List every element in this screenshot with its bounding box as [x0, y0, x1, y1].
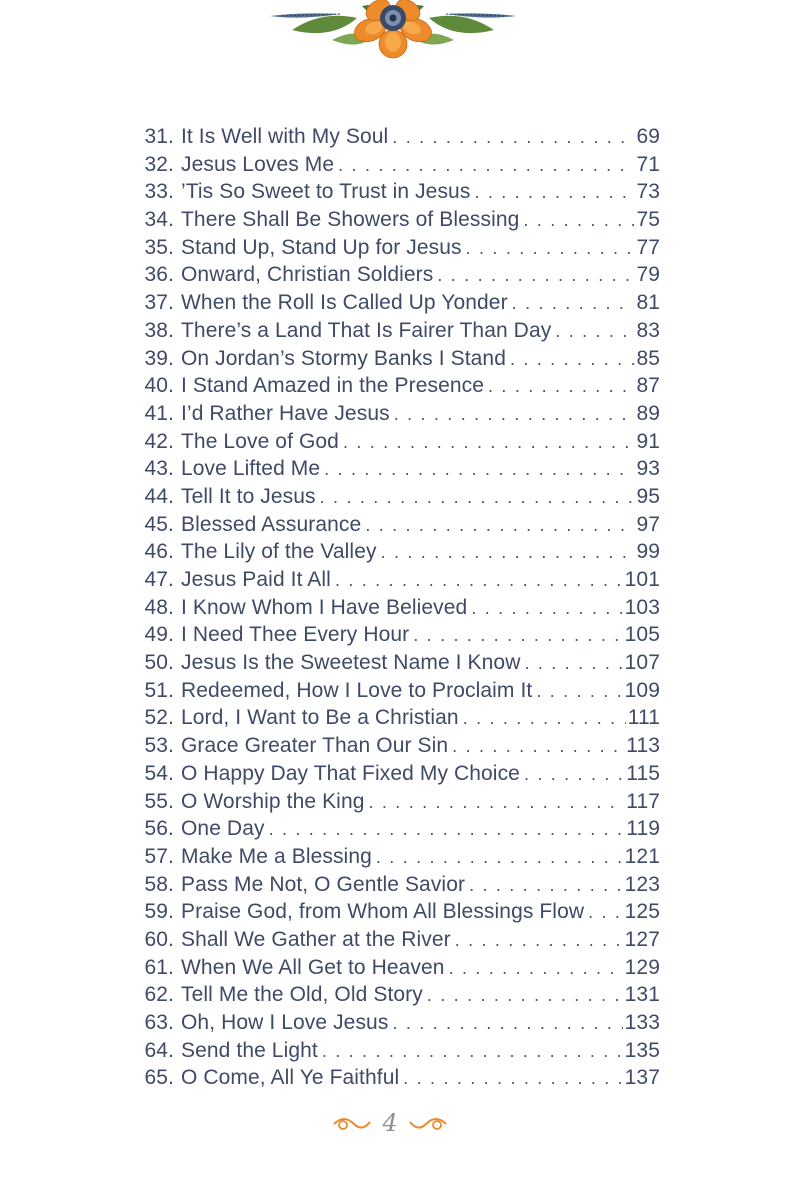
entry-title: Shall We Gather at the River	[181, 927, 451, 951]
entry-title: O Come, All Ye Faithful	[181, 1066, 400, 1090]
entry-page-number: 111	[627, 706, 660, 730]
entry-number: 47.	[144, 568, 174, 591]
entry-number: 33.	[144, 180, 174, 204]
entry-number: 34.	[144, 208, 174, 232]
toc-entry[interactable]	[130, 1011, 660, 1039]
entry-page-number: 79	[636, 263, 660, 287]
entry-title: The Love of God	[181, 429, 339, 453]
entry-title: Pass Me Not, O Gentle Savior	[181, 872, 466, 896]
entry-number: 57.	[144, 844, 174, 868]
dot-leader	[343, 432, 635, 453]
dot-leader	[338, 155, 634, 176]
toc-entry[interactable]	[130, 374, 660, 402]
entry-number: 36.	[144, 263, 174, 287]
dot-leader	[413, 625, 622, 646]
entry-title: ’Tis So Sweet to Trust in Jesus	[181, 180, 471, 204]
toc-entry[interactable]	[130, 236, 660, 264]
toc-entry[interactable]	[130, 983, 660, 1011]
entry-title: Praise God, from Whom All Blessings Flow	[181, 900, 585, 924]
toc-entry[interactable]	[130, 706, 660, 734]
entry-number: 54.	[144, 761, 174, 785]
toc-entry[interactable]	[130, 153, 660, 181]
toc-entry[interactable]	[130, 900, 660, 928]
dot-leader	[536, 681, 622, 702]
toc-entry[interactable]	[130, 291, 660, 319]
entry-title: O Worship the King	[181, 789, 365, 813]
toc-entry[interactable]	[130, 928, 660, 956]
dot-leader	[403, 1068, 622, 1089]
entry-title: It Is Well with My Soul	[181, 125, 389, 148]
toc-entry[interactable]	[130, 651, 660, 679]
entry-number: 38.	[144, 318, 174, 342]
entry-page-number: 119	[626, 817, 660, 841]
toc-entry[interactable]	[130, 540, 660, 568]
right-swirl-icon	[408, 1110, 448, 1140]
entry-page-number: 107	[624, 651, 660, 675]
entry-page-number: 91	[636, 429, 660, 453]
entry-title: I Stand Amazed in the Presence	[181, 374, 485, 398]
dot-leader	[322, 1041, 623, 1062]
toc-entry[interactable]	[130, 180, 660, 208]
entry-number: 41.	[144, 401, 174, 425]
toc-entry[interactable]	[130, 347, 660, 375]
entry-page-number: 85	[636, 346, 660, 370]
dot-leader	[488, 376, 634, 397]
dot-leader	[512, 293, 635, 314]
toc-entry[interactable]	[130, 430, 660, 458]
entry-page-number: 121	[624, 844, 660, 868]
entry-number: 61.	[144, 955, 174, 979]
entry-number: 43.	[144, 457, 174, 481]
entry-number: 37.	[144, 291, 174, 315]
dot-leader	[523, 210, 634, 231]
entry-number: 46.	[144, 540, 174, 564]
entry-number: 53.	[144, 734, 174, 758]
entry-title: There Shall Be Showers of Blessing	[181, 208, 520, 232]
entry-title: When We All Get to Heaven	[181, 955, 445, 979]
entry-number: 58.	[144, 872, 174, 896]
entry-title: I Need Thee Every Hour	[181, 623, 410, 647]
entry-page-number: 99	[636, 540, 660, 564]
dot-leader	[320, 487, 635, 508]
dot-leader	[455, 930, 623, 951]
entry-title: Redeemed, How I Love to Proclaim It	[181, 678, 533, 702]
entry-page-number: 123	[624, 872, 660, 896]
toc-entry[interactable]	[130, 873, 660, 901]
entry-number: 65.	[144, 1066, 174, 1090]
entry-title: I’d Rather Have Jesus	[181, 401, 390, 425]
toc-entry[interactable]	[130, 734, 660, 762]
entry-page-number: 115	[626, 761, 660, 785]
dot-leader	[376, 847, 623, 868]
entry-page-number: 75	[636, 208, 660, 232]
dot-leader	[335, 570, 623, 591]
entry-page-number: 93	[636, 457, 660, 481]
dot-leader	[524, 764, 624, 785]
entry-page-number: 113	[626, 734, 660, 758]
entry-number: 51.	[144, 678, 174, 702]
entry-number: 59.	[144, 900, 174, 924]
entry-page-number: 95	[636, 484, 660, 508]
entry-page-number: 117	[626, 789, 660, 813]
entry-number: 39.	[144, 346, 174, 370]
dot-leader	[463, 708, 626, 729]
entry-page-number: 137	[624, 1066, 660, 1090]
entry-title: Blessed Assurance	[181, 512, 362, 536]
entry-number: 60.	[144, 927, 174, 951]
entry-title: Jesus Paid It All	[181, 568, 331, 591]
entry-page-number: 125	[624, 900, 660, 924]
toc-entry[interactable]	[130, 125, 660, 153]
entry-title: O Happy Day That Fixed My Choice	[181, 761, 520, 785]
toc-entry[interactable]	[130, 1039, 660, 1067]
entry-page-number: 129	[624, 955, 660, 979]
entry-page-number: 131	[624, 983, 660, 1007]
entry-title: Lord, I Want to Be a Christian	[181, 706, 459, 730]
entry-title: Love Lifted Me	[181, 457, 321, 481]
entry-page-number: 81	[636, 291, 660, 315]
entry-page-number: 101	[624, 568, 660, 591]
toc-entry[interactable]	[130, 513, 660, 541]
entry-page-number: 103	[624, 595, 660, 619]
toc-entry[interactable]	[130, 762, 660, 790]
dot-leader	[469, 875, 623, 896]
toc-entry[interactable]	[130, 457, 660, 485]
entry-page-number: 73	[636, 180, 660, 204]
toc-entry[interactable]	[130, 790, 660, 818]
entry-title: On Jordan’s Stormy Banks I Stand	[181, 346, 506, 370]
entry-title: Oh, How I Love Jesus	[181, 1011, 389, 1034]
entry-page-number: 109	[624, 678, 660, 702]
dot-leader	[392, 127, 634, 148]
entry-title: Make Me a Blessing	[181, 844, 372, 868]
entry-number: 31.	[144, 125, 174, 148]
dot-leader	[437, 265, 634, 286]
entry-title: I Know Whom I Have Believed	[181, 595, 468, 619]
dot-leader	[449, 958, 623, 979]
dot-leader	[427, 985, 623, 1006]
entry-page-number: 69	[636, 125, 660, 148]
toc-entry[interactable]	[130, 208, 660, 236]
dot-leader	[269, 819, 625, 840]
entry-title: Tell Me the Old, Old Story	[181, 983, 423, 1007]
toc-entry[interactable]	[130, 263, 660, 291]
dot-leader	[324, 459, 634, 480]
entry-title: The Lily of the Valley	[181, 540, 377, 564]
entry-number: 48.	[144, 595, 174, 619]
toc-entry[interactable]	[130, 485, 660, 513]
entry-number: 55.	[144, 789, 174, 813]
entry-page-number: 135	[624, 1038, 660, 1062]
entry-page-number: 105	[624, 623, 660, 647]
table-of-contents	[130, 125, 660, 1094]
entry-number: 44.	[144, 484, 174, 508]
page-number: 4	[382, 1109, 398, 1137]
entry-page-number: 71	[636, 152, 660, 176]
entry-number: 50.	[144, 651, 174, 675]
page-footer	[330, 1108, 450, 1142]
entry-page-number: 127	[624, 927, 660, 951]
entry-title: One Day	[181, 817, 265, 841]
toc-entry[interactable]	[130, 817, 660, 845]
entry-number: 49.	[144, 623, 174, 647]
entry-page-number: 89	[636, 401, 660, 425]
dot-leader	[394, 404, 635, 425]
entry-number: 42.	[144, 429, 174, 453]
toc-entry[interactable]	[130, 568, 660, 596]
dot-leader	[588, 902, 623, 923]
entry-title: Send the Light	[181, 1038, 318, 1062]
entry-number: 64.	[144, 1038, 174, 1062]
dot-leader	[471, 598, 622, 619]
entry-page-number: 133	[624, 1011, 660, 1034]
entry-title: Onward, Christian Soldiers	[181, 263, 434, 287]
dot-leader	[555, 321, 634, 342]
flower-wreath-icon	[262, 0, 524, 62]
toc-entry[interactable]	[130, 956, 660, 984]
toc-entry[interactable]	[130, 623, 660, 651]
toc-entry[interactable]	[130, 596, 660, 624]
dot-leader	[365, 515, 634, 536]
dot-leader	[510, 349, 634, 370]
entry-title: Jesus Loves Me	[181, 152, 335, 176]
entry-number: 35.	[144, 235, 174, 259]
entry-title: When the Roll Is Called Up Yonder	[181, 291, 508, 315]
entry-number: 62.	[144, 983, 174, 1007]
dot-leader	[524, 653, 622, 674]
toc-entry[interactable]	[130, 679, 660, 707]
entry-title: Stand Up, Stand Up for Jesus	[181, 235, 462, 259]
dot-leader	[474, 182, 634, 203]
dot-leader	[392, 1013, 622, 1034]
entry-page-number: 77	[636, 235, 660, 259]
entry-page-number: 87	[636, 374, 660, 398]
entry-number: 63.	[144, 1011, 174, 1034]
dot-leader	[466, 238, 635, 259]
dot-leader	[452, 736, 624, 757]
toc-entry[interactable]	[130, 402, 660, 430]
entry-page-number: 97	[636, 512, 660, 536]
entry-page-number: 83	[636, 318, 660, 342]
entry-number: 32.	[144, 152, 174, 176]
entry-title: Grace Greater Than Our Sin	[181, 734, 449, 758]
entry-title: Jesus Is the Sweetest Name I Know	[181, 651, 521, 675]
dot-leader	[369, 792, 625, 813]
entry-title: Tell It to Jesus	[181, 484, 316, 508]
toc-entry[interactable]	[130, 1066, 660, 1094]
entry-number: 45.	[144, 512, 174, 536]
entry-number: 56.	[144, 817, 174, 841]
entry-title: There’s a Land That Is Fairer Than Day	[181, 318, 552, 342]
dot-leader	[381, 542, 635, 563]
entry-number: 52.	[144, 706, 174, 730]
entry-number: 40.	[144, 374, 174, 398]
toc-entry[interactable]	[130, 319, 660, 347]
toc-entry[interactable]	[130, 845, 660, 873]
